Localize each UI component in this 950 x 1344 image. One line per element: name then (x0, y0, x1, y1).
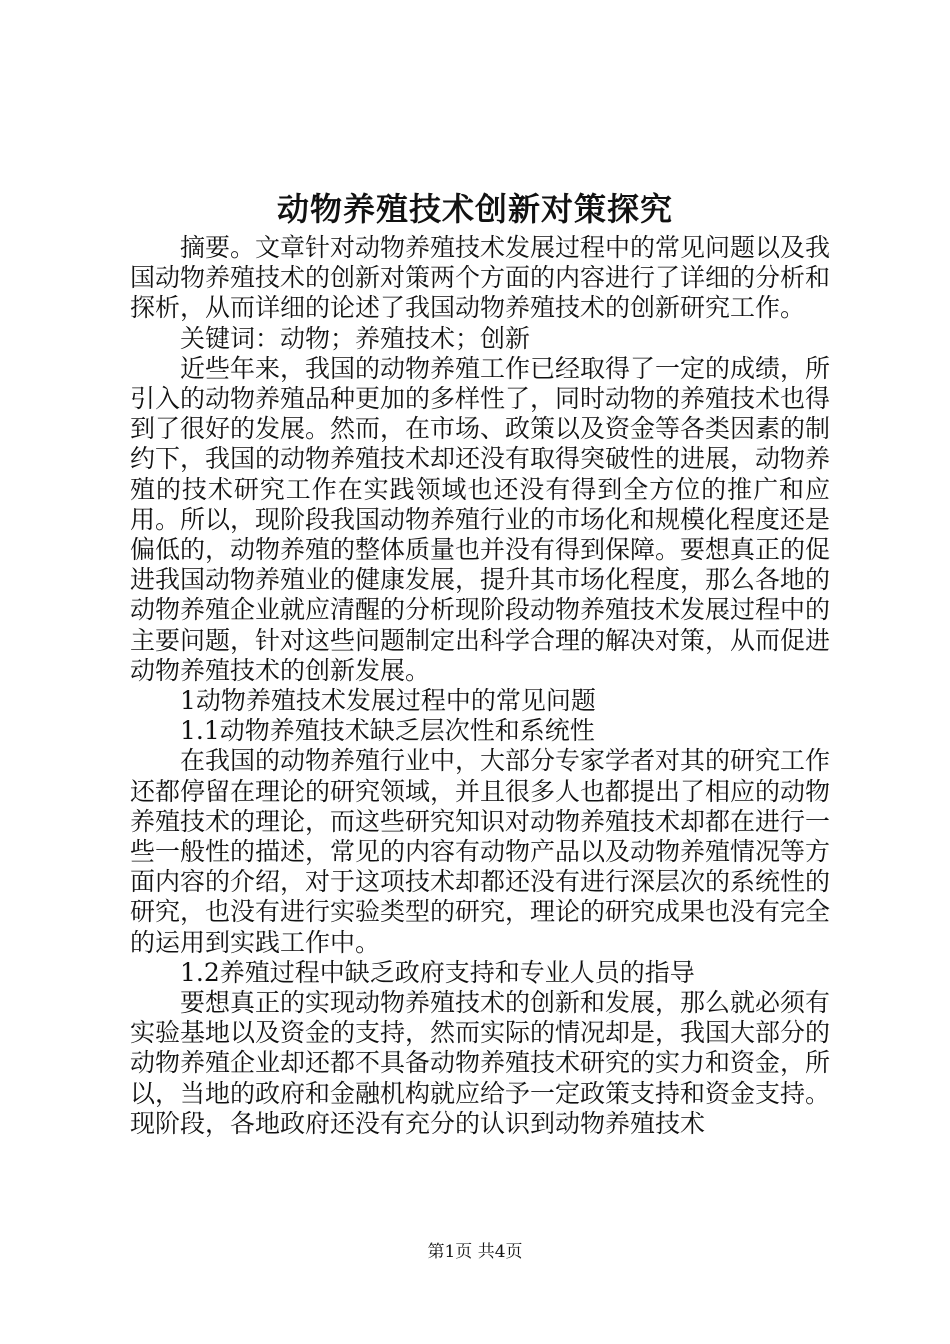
abstract-paragraph: 摘要。文章针对动物养殖技术发展过程中的常见问题以及我国动物养殖技术的创新对策两个方面的内容进行了详细的分析和探析，从而详细的论述了我国动物养殖技术的创新研究工作。 (130, 233, 831, 323)
document-body (130, 233, 830, 1139)
subsection-heading-1-1: 1.1动物养殖技术缺乏层次性和系统性 (180, 716, 595, 746)
body-paragraph-1-2: 要想真正的实现动物养殖技术的创新和发展，那么就必须有实验基地以及资金的支持，然而实际的情况却是，我国大部分的动物养殖企业却还都不具备动物养殖技术研究的实力和资金，所以，当地的政府和金融机构就应给予一定政策支持和资金支持。现阶段，各地政府还没有充分的认识到动物养殖技术 (130, 988, 831, 1138)
keywords-paragraph: 关键词：动物；养殖技术；创新 (180, 323, 531, 353)
section-heading-1: 1动物养殖技术发展过程中的常见问题 (180, 686, 596, 716)
subsection-heading-1-2: 1.2养殖过程中缺乏政府支持和专业人员的指导 (180, 957, 695, 987)
intro-paragraph: 近些年来，我国的动物养殖工作已经取得了一定的成绩，所引入的动物养殖品种更加的多样性了，同时动物的养殖技术也得到了很好的发展。然而，在市场、政策以及资金等各类因素的制约下，我国的动物养殖技术却还没有取得突破性的进展，动物养殖的技术研究工作在实践领域也还没有得到全方位的推广和应用。所以，现阶段我国动物养殖行业的市场化和规模化程度还是偏低的，动物养殖的整体质量也并没有得到保障。要想真正的促进我国动物养殖业的健康发展，提升其市场化程度，那么各地的动物养殖企业就应清醒的分析现阶段动物养殖技术发展过程中的主要问题，针对这些问题制定出科学合理的解决对策，从而促进动物养殖技术的创新发展。 (130, 353, 831, 685)
page-footer: 第1页 共4页 (427, 1242, 523, 1262)
document-title: 动物养殖技术创新对策探究 (276, 190, 673, 228)
body-paragraph-1-1: 在我国的动物养殖行业中，大部分专家学者对其的研究工作还都停留在理论的研究领域，并且很多人也都提出了相应的动物养殖技术的理论，而这些研究知识对动物养殖技术却都在进行一些一般性的描述，常见的内容有动物产品以及动物养殖情况等方面内容的介绍，对于这项技术却都还没有进行深层次的系统性的研究，也没有进行实验类型的研究，理论的研究成果也没有完全的运用到实践工作中。 (130, 746, 831, 957)
